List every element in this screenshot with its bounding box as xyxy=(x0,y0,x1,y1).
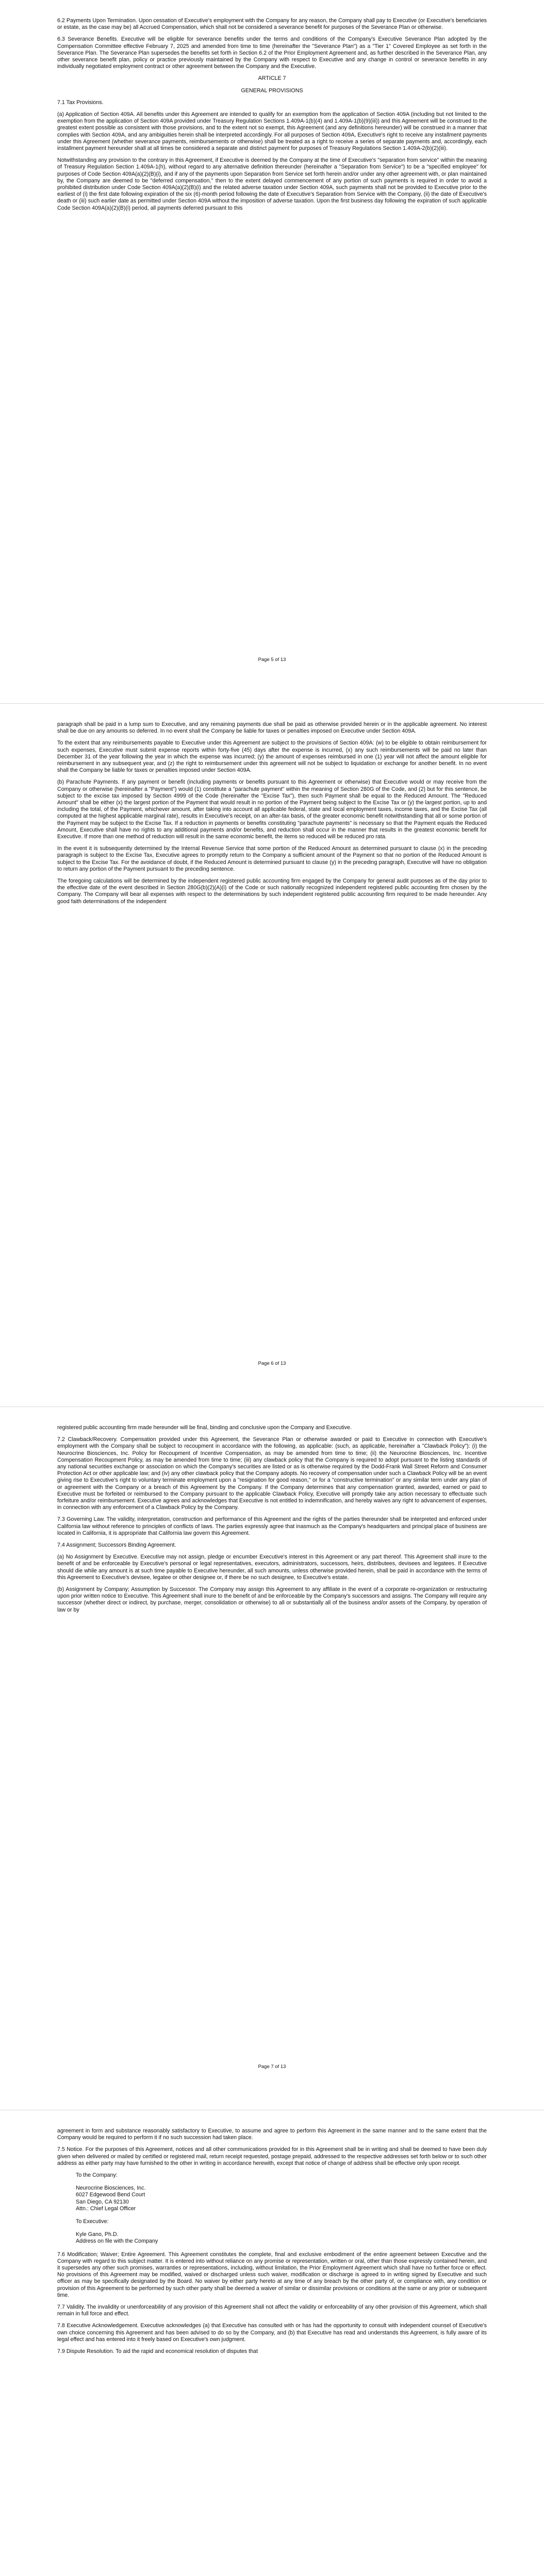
address-block: To Executive: xyxy=(76,2218,109,2225)
paragraph: Notwithstanding any provision to the contrary in this Agreement, if Executive is deemed by the Company at the time of Executive's "separation from service" within the meaning of Treasury Regulation Section 1.409A-1(h), without regard to any alternative definition thereunder (hereinafter a "Separation from Service") to be a "specified employee" for purposes of Code Section 409A(a)(2)(B)(i), and if any of the payments upon Separation from Service set forth herein and/or under any other agreement with, or plan maintained by, the Company are deemed to be "deferred compensation," then to the extent delayed commencement of any portion of such payments is required in order to avoid a prohibited distribution under Code Section 409A(a)(2)(B)(i) and the related adverse taxation under Section 409A, such payments shall not be provided to Executive prior to the earliest of (i) the first date following expiration of the six (6)-month period following the date of Executive's Separation from Service with the Company, (ii) the date of Executive's death or (iii) such earlier date as permitted under Section 409A without the imposition of adverse taxation. Upon the first business day following the expiration of such applicable Code Section 409A(a)(2)(B)(i) period, all payments deferred pursuant to this xyxy=(57,157,487,211)
paragraph: The foregoing calculations will be determined by the independent registered public accounting firm engaged by the Company for general audit purposes as of the day prior to the effective date of the event described in Section 280G(b)(2)(A)(i) of the Code or such nationally recognized independent registered public accounting firm chosen by the Company. The Company will bear all expenses with respect to the determinations by such independent registered public accounting firm required to be made hereunder. Any good faith determinations of the independent xyxy=(57,878,487,905)
address-block: Neurocrine Biosciences, Inc. 6027 Edgewood Bend Court San Diego, CA 92130 Attn.: Chief Legal Officer xyxy=(76,2185,146,2212)
paragraph: agreement in form and substance reasonably satisfactory to Executive, to assume and agree to perform this Agreement in the same manner and to the same extent that the Company would be required to perform it if no such succession had taken place. xyxy=(57,2128,487,2141)
paragraph: (a) Application of Section 409A. All benefits under this Agreement are intended to qualify for an exemption from the application of Section 409A (including but not limited to the exemption from the application of Section 409A provided under Treasury Regulation Sections 1.409A-1(b)(4) and 1.409A-1(b)(9)(iii)) and this Agreement will be construed to the greatest extent possible as consistent with those provisions, and to the extent not so exempt, this Agreement (and any definitions hereunder) will be construed in a manner that complies with Section 409A, and any ambiguities herein shall be interpreted accordingly. For all purposes of Section 409A, Executive's right to receive any installment payments under this Agreement (whether severance payments, reimbursements or otherwise) shall be treated as a right to receive a series of separate payments and, accordingly, each installment payment hereunder shall at all times be considered a separate and distinct payment for purposes of Treasury Regulations Section 1.409A-2(b)(2)(iii). xyxy=(57,111,487,152)
paragraph: 6.2 Payments Upon Termination. Upon cessation of Executive's employment with the Company for any reason, the Company shall pay to Executive (or Executive's beneficiaries or estate, as the case may be) all Accrued Compensation, which shall not be considered a severance benefit for purposes of the Severance Plan or otherwise. xyxy=(57,18,487,31)
paragraph: (b) Parachute Payments. If any payment or benefit (including payments or benefits pursuant to this Agreement or otherwise) that Executive would or may receive from the Company or otherwise (hereinafter a "Payment") would (1) constitute a "parachute payment" within the meaning of Section 280G of the Code, and (2) but for this sentence, be subject to the excise tax imposed by Section 4999 of the Code (hereinafter the "Excise Tax"), then such Payment shall be equal to the Reduced Amount. The "Reduced Amount" shall be either (x) the largest portion of the Payment that would result in no portion of the Payment being subject to the Excise Tax or (y) the largest portion, up to and including the total, of the Payment, whichever amount, after taking into account all applicable federal, state and local employment taxes, income taxes, and the Excise Tax (all computed at the highest applicable marginal rate), results in Executive's receipt, on an after-tax basis, of the greater economic benefit notwithstanding that all or some portion of the Payment may be subject to the Excise Tax. If a reduction in payments or benefits constituting "parachute payments" is necessary so that the Payment equals the Reduced Amount, Executive shall have no rights to any additional payments and/or benefits, and reduction shall occur in the manner that results in the greatest economic benefit for Executive. If more than one method of reduction will result in the same economic benefit, the items so reduced will be reduced pro rata. xyxy=(57,779,487,840)
section-heading: ARTICLE 7 xyxy=(258,75,286,82)
page-number: Page 5 of 13 xyxy=(258,657,286,663)
page-number: Page 6 of 13 xyxy=(258,1361,286,1366)
document-page xyxy=(0,703,544,1406)
paragraph: 7.7 Validity. The invalidity or unenforceability of any provision of this Agreement shall not affect the validity or enforceability of any other provision of this Agreement, which shall remain in full force and effect. xyxy=(57,2304,487,2317)
paragraph: 7.1 Tax Provisions. xyxy=(57,99,104,106)
paragraph: paragraph shall be paid in a lump sum to Executive, and any remaining payments due shall be paid as otherwise provided herein or in the applicable agreement. No interest shall be due on any amounts so deferred. In no event shall the Company be liable for taxes or penalties imposed on Executive under Section 409A. xyxy=(57,721,487,735)
paragraph: In the event it is subsequently determined by the Internal Revenue Service that some portion of the Reduced Amount as determined pursuant to clause (x) in the preceding paragraph is subject to the Excise Tax, Executive agrees to promptly return to the Company a sufficient amount of the Payment so that no portion of the Reduced Amount is subject to the Excise Tax. For the avoidance of doubt, if the Reduced Amount is determined pursuant to clause (y) in the preceding paragraph, Executive will have no obligation to return any portion of the Payment pursuant to the preceding sentence. xyxy=(57,845,487,872)
paragraph: 7.6 Modification; Waiver; Entire Agreement. This Agreement constitutes the complete, final and exclusive embodiment of the entire agreement between Executive and the Company with regard to this subject matter. It is entered into without reliance on any promise or representation, written or oral, other than those expressly contained herein, and it supersedes any other such promises, warranties or representations, including, without limitation, the Prior Employment Agreement which shall have no further force or effect. No provisions of this Agreement may be modified, waived or discharged unless such waiver, modification or discharge is agreed to in writing signed by Executive and such officer as may be specifically designated by the Board. No waiver by either party hereto at any time of any breach by the other party of, or compliance with, any condition or provision of this Agreement to be performed by such other party shall be deemed a waiver of similar or dissimilar provisions or conditions at the same or any prior or subsequent time. xyxy=(57,2251,487,2298)
document-page xyxy=(0,2110,544,2576)
paragraph: 7.3 Governing Law. The validity, interpretation, construction and performance of this Agreement and the rights of the parties thereunder shall be interpreted and enforced under California law without reference to principles of conflicts of laws. The parties expressly agree that inasmuch as the Company's headquarters and principal place of business are located in California, it is appropriate that California law govern this Agreement. xyxy=(57,1516,487,1536)
paragraph: 6.3 Severance Benefits. Executive will be eligible for severance benefits under the terms and conditions of the Company's Executive Severance Plan adopted by the Compensation Committee effective February 7, 2025 and amended from time to time (hereinafter the "Severance Plan") as a "Tier 1" Covered Employee as set forth in the Severance Plan. The Severance Plan supersedes the benefits set forth in Section 6.2 of the Prior Employment Agreement and, as further described in the Severance Plan, any other severance benefit plan, policy or practice previously maintained by the Company with respect to Executive and any change in control or severance benefits in any individually negotiated employment contract or other agreement between the Company and the Executive. xyxy=(57,36,487,70)
paragraph: 7.4 Assignment; Successors Binding Agreement. xyxy=(57,1542,176,1549)
address-block: To the Company: xyxy=(76,2172,118,2179)
paragraph: 7.9 Dispute Resolution. To aid the rapid and economical resolution of disputes that xyxy=(57,2348,258,2355)
paragraph: (a) No Assignment by Executive. Executive may not assign, pledge or encumber Executive's interest in this Agreement or any part thereof. This Agreement shall inure to the benefit of and be enforceable by Executive's personal or legal representatives, executors, administrators, successors, heirs, distributees, devisees and legatees. If Executive should die while any amount is at such time payable to Executive hereunder, all such amounts, unless otherwise provided herein, shall be paid in accordance with the terms of this Agreement to Executive's devisee, legatee or other designee or, if there be no such designee, to Executive's estate. xyxy=(57,1554,487,1581)
address-block: Kyle Gano, Ph.D. Address on file with the Company xyxy=(76,2231,158,2245)
paragraph: 7.8 Executive Acknowledgement. Executive acknowledges (a) that Executive has consulted with or has had the opportunity to consult with independent counsel of Executive's own choice concerning this Agreement and has been advised to do so by the Company, and (b) that Executive has read and understands this Agreement, is fully aware of its legal effect and has entered into it freely based on Executive's own judgment. xyxy=(57,2323,487,2343)
paragraph: (b) Assignment by Company; Assumption by Successor. The Company may assign this Agreement to any affiliate in the event of a corporate re-organization or restructuring upon prior written notice to Executive. This Agreement shall inure to the benefit of and be enforceable by the Company's successors and assigns. The Company will require any successor (whether direct or indirect, by purchase, merger, consolidation or otherwise) to all or substantially all of the business and/or assets of the Company, by operation of law or by xyxy=(57,1586,487,1613)
section-heading: GENERAL PROVISIONS xyxy=(241,87,303,94)
document-page xyxy=(0,1406,544,2110)
page-number: Page 7 of 13 xyxy=(258,2064,286,2070)
paragraph: registered public accounting firm made hereunder will be final, binding and conclusive upon the Company and Executive. xyxy=(57,1425,352,1431)
document-page xyxy=(0,0,544,703)
paragraph: 7.5 Notice. For the purposes of this Agreement, notices and all other communications provided for in this Agreement shall be in writing and shall be deemed to have been duly given when delivered or mailed by certified or registered mail, return receipt requested, postage prepaid, addressed to the respective addresses set forth below or to such other address as either party may have furnished to the other in writing in accordance herewith, except that notice of change of address shall be effective only upon receipt. xyxy=(57,2146,487,2166)
paragraph: To the extent that any reimbursements payable to Executive under this Agreement are subject to the provisions of Section 409A: (w) to be eligible to obtain reimbursement for such expenses, Executive must submit expense reports within forty-five (45) days after the expense is incurred, (x) any such reimbursements will be paid no later than December 31 of the year following the year in which the expense was incurred; (y) the amount of expenses reimbursed in one (1) year will not affect the amount eligible for reimbursement in any subsequent year, and (z) the right to reimbursement under this agreement will not be subject to liquidation or exchange for another benefit. In no event shall the Company be liable for taxes or penalties imposed under Section 409A. xyxy=(57,740,487,774)
paragraph: 7.2 Clawback/Recovery. Compensation provided under this Agreement, the Severance Plan or otherwise awarded or paid to Executive in connection with Executive's employment with the Company shall be subject to recoupment in accordance with the following, as applicable: (such, as applicable, hereinafter a "Clawback Policy"): (i) the Neurocrine Biosciences, Inc. Policy for Recoupment of Incentive Compensation, as may be amended from time to time; (ii) the Neurocrine Biosciences, Inc. Incentive Compensation Recoupment Policy, as may be amended from time to time; (iii) any clawback policy that the Company is required to adopt pursuant to the listing standards of any national securities exchange or association on which the Company's securities are listed or as is otherwise required by the Dodd-Frank Wall Street Reform and Consumer Protection Act or other applicable law; and (iv) any other clawback policy that the Company adopts. No recovery of compensation under such a Clawback Policy will be an event giving rise to Executive's right to voluntary terminate employment upon a "resignation for good reason," or for a "constructive termination" or any similar term under any plan of or agreement with the Company or a breach of this Agreement by the Company. If the Company determines that any compensation granted, awarded, earned or paid to Executive must be forfeited or reimbursed to the Company pursuant to the applicable Clawback Policy, Executive will promptly take any action necessary to effectuate such forfeiture and/or reimbursement. Executive agrees and acknowledges that Executive is not entitled to indemnification, and hereby waives any right to advancement of expenses, in connection with any enforcement of a Clawback Policy by the Company. xyxy=(57,1436,487,1511)
